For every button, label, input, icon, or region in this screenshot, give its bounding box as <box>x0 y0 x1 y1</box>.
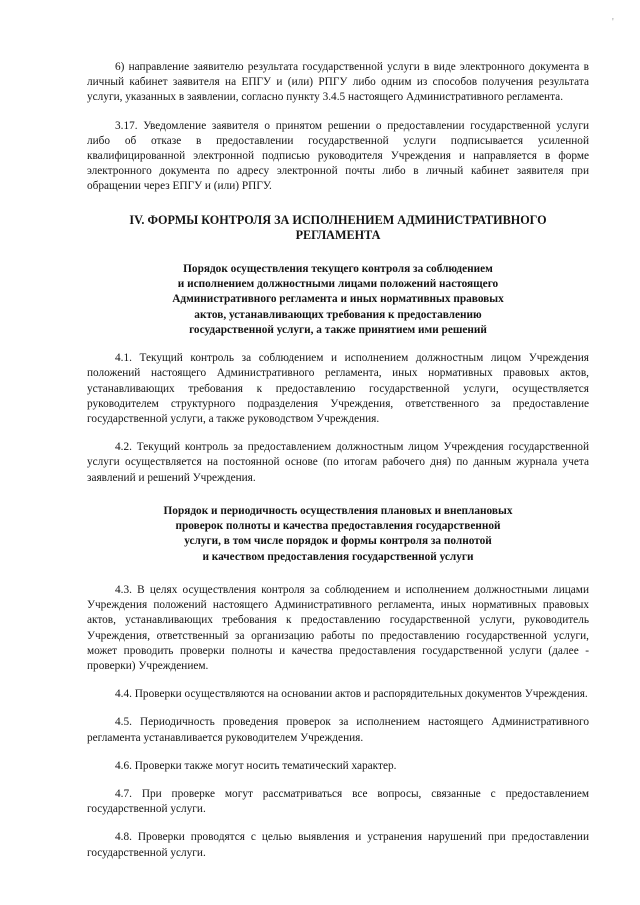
subsection-title-line: Порядок осуществления текущего контроля за соблюдением <box>183 262 493 275</box>
subsection-title-line: и исполнением должностными лицами положений настоящего <box>177 277 499 290</box>
document-page <box>87 60 589 861</box>
subsection-title-line: Порядок и периодичность осуществления плановых и внеплановых <box>163 504 513 517</box>
paragraph-4-4: 4.4. Проверки осуществляются на основании актов и распорядительных документов Учреждения. <box>115 688 588 701</box>
paragraph-4-7: 4.7. При проверке могут рассматриваться все вопросы, связанные с предоставлением государственной услуги. <box>87 787 589 816</box>
paragraph-4-8: 4.8. Проверки проводятся с целью выявления и устранения нарушений при предоставлении государственной услуги. <box>87 831 589 859</box>
section-title-line: IV. ФОРМЫ КОНТРОЛЯ ЗА ИСПОЛНЕНИЕМ АДМИНИСТРАТИВНОГО <box>129 212 547 227</box>
paragraph-4-1: 4.1. Текущий контроль за соблюдением и исполнением должностным лицом Учреждения положений настоящего Административного регламента, иных нормативных правовых актов, устанавливающих требования к предоставлению государственной услуги, осуществляется руководителем структурного подразделения Учреждения, ответственного за предоставление государственной услуги, а также руководством Учреждения. <box>87 352 589 425</box>
paragraph-4-3: 4.3. В целях осуществления контроля за соблюдением и исполнением должностными лицами Учреждения положений настоящего Административного регламента, иных нормативных правовых актов, устанавливающих требования к предоставлению государственной услуги, руководитель Учреждения, ответственный за организацию работы по предоставлению государственной услуги, может проводить проверки полноты и качества предоставления государственной услуги (далее - проверки) Учреждением. <box>87 583 589 672</box>
subsection-title-line: услуги, в том числе порядок и формы контроля за полнотой <box>184 535 492 548</box>
section-title-line: РЕГЛАМЕНТА <box>295 228 381 243</box>
subsection-title-line: государственной услуги, а также принятием ими решений <box>189 323 487 336</box>
paragraph-item-6: 6) направление заявителю результата государственной услуги в виде электронного документа в личный кабинет заявителя на ЕПГУ и (или) РПГУ либо одним из способов получения результата услуги, указанных в заявлении, согласно пункту 3.4.5 настоящего Административного регламента. <box>87 61 589 104</box>
subsection-title-line: актов, устанавливающих требования к предоставлению <box>194 308 482 321</box>
subsection-title-line: Административного регламента и иных нормативных правовых <box>172 293 504 306</box>
subsection-title-line: и качеством предоставления государственной услуги <box>202 550 474 563</box>
paragraph-4-5: 4.5. Периодичность проведения проверок за исполнением настоящего Административного регламента устанавливается руководителем Учреждения. <box>87 716 589 744</box>
scan-corner-mark: ' <box>612 17 614 28</box>
paragraph-3-17: 3.17. Уведомление заявителя о принятом решении о предоставлении государственной услуги либо об отказе в предоставлении государственной услуги подписывается усиленной квалифицированной электронной подписью руководителя Учреждения и направляется в форме электронного документа по адресу электронной почты либо в личный кабинет заявителя при обращении через ЕПГУ и (или) РПГУ. <box>87 119 589 193</box>
subsection-title-inspections <box>138 504 538 565</box>
subsection-title-current-control <box>138 262 538 338</box>
paragraph-4-6: 4.6. Проверки также могут носить тематический характер. <box>115 759 397 772</box>
subsection-title-line: проверок полноты и качества предоставления государственной <box>175 520 501 533</box>
paragraph-4-2: 4.2. Текущий контроль за предоставлением должностным лицом Учреждения государственной услуги осуществляется на постоянной основе (по итогам рабочего дня) по данным журнала учета заявлений и решений Учреждения. <box>87 441 589 484</box>
section-title <box>87 213 589 244</box>
